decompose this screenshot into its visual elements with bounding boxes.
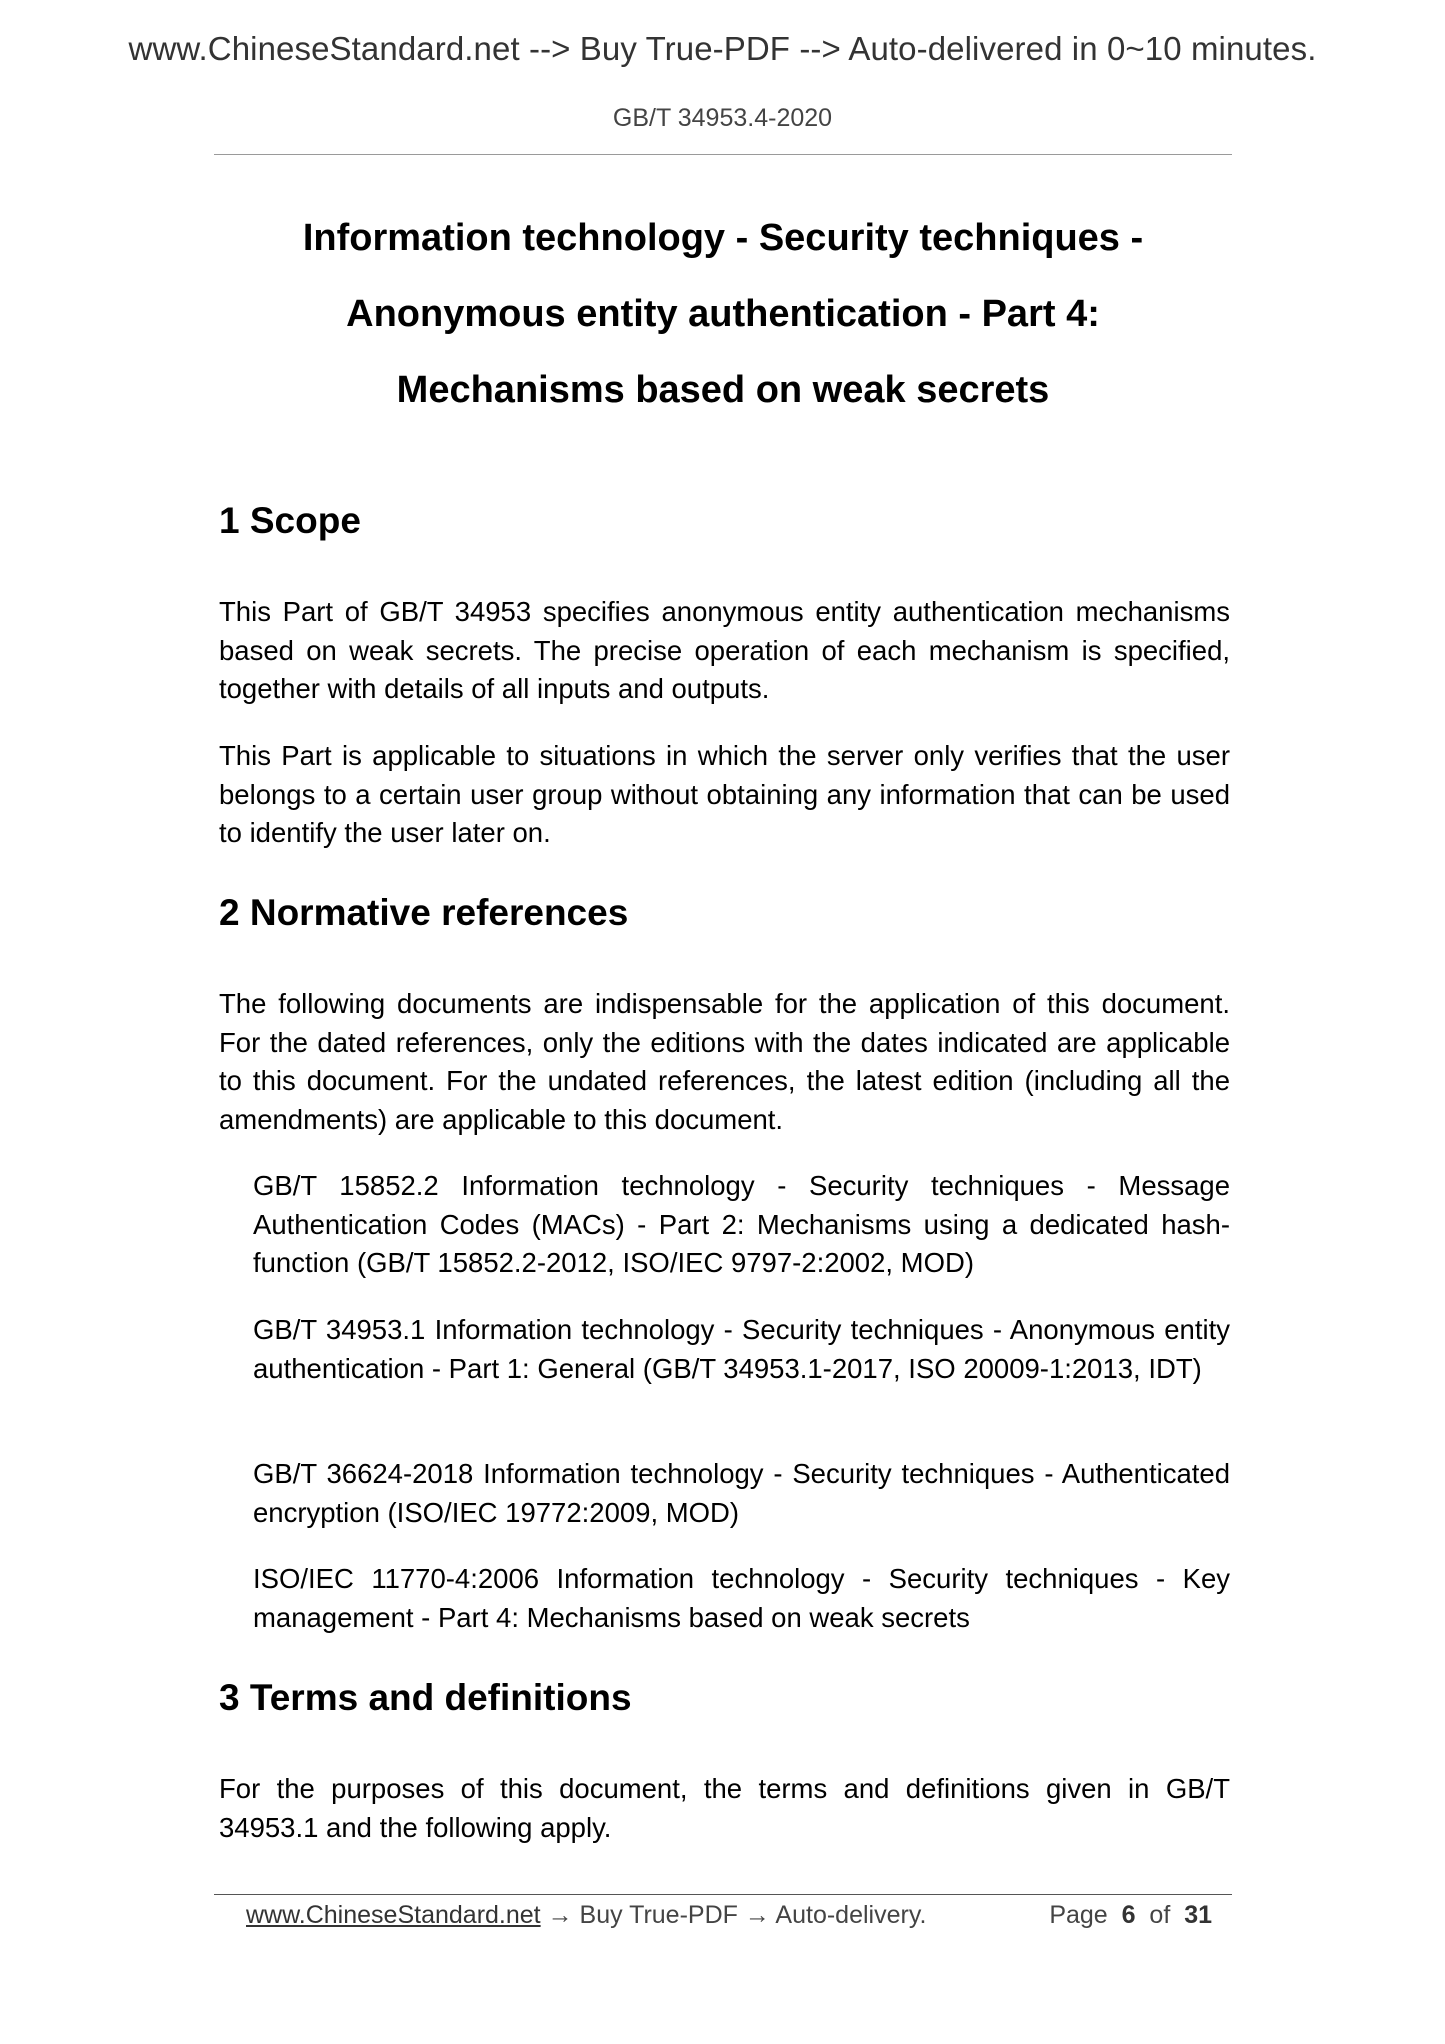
section-heading-terms-definitions: 3 Terms and definitions	[219, 1677, 632, 1718]
reference-item: GB/T 15852.2 Information technology - Security techniques - Message Authentication Codes (MACs) - Part 2: Mechanisms using a dedicated hash-function (GB/T 15852.2-2012, ISO/IEC 9797-2:2002, MOD)	[253, 1170, 1230, 1278]
footer-arrow-2: →	[737, 1901, 776, 1929]
normative-intro-paragraph: The following documents are indispensable for the application of this document. For the dated references, only the editions with the dates indicated are applicable to this document. For the undated references, the latest edition (including all the amendments) are applicable to this document.	[219, 988, 1230, 1135]
footer-buy-text: Buy True-PDF	[579, 1901, 738, 1929]
header-divider	[214, 154, 1232, 155]
page-current: 6	[1121, 1901, 1136, 1929]
section-heading-normative-references: 2 Normative references	[219, 892, 629, 933]
footer-auto-text: Auto-delivery.	[775, 1901, 927, 1929]
scope-paragraph-2: This Part is applicable to situations in which the server only verifies that the user belongs to a certain user group without obtaining any information that can be used to identify the user later on.	[219, 740, 1230, 848]
footer-divider	[214, 1894, 1232, 1895]
reference-item: GB/T 36624-2018 Information technology - Security techniques - Authenticated encryption (ISO/IEC 19772:2009, MOD)	[253, 1458, 1230, 1528]
section-heading-scope: 1 Scope	[219, 500, 361, 541]
title-line-3: Mechanisms based on weak secrets	[396, 369, 1050, 411]
document-number: GB/T 34953.4-2020	[612, 104, 833, 132]
reference-item: GB/T 34953.1 Information technology - Security techniques - Anonymous entity authentication - Part 1: General (GB/T 34953.1-2017, ISO 20009-1:2013, IDT)	[253, 1314, 1230, 1384]
reference-item: ISO/IEC 11770-4:2006 Information technology - Security techniques - Key management - Part 4: Mechanisms based on weak secrets	[253, 1563, 1230, 1633]
page-total: 31	[1184, 1901, 1212, 1929]
of-label: of	[1149, 1901, 1171, 1929]
page-footer	[246, 1898, 1212, 1932]
page-indicator	[1049, 1898, 1212, 1932]
scope-paragraph-1: This Part of GB/T 34953 specifies anonymous entity authentication mechanisms based on weak secrets. The precise operation of each mechanism is specified, together with details of all inputs and outputs.	[219, 596, 1230, 704]
title-line-2: Anonymous entity authentication - Part 4:	[346, 293, 1100, 335]
title-line-1: Information technology - Security techniques -	[302, 217, 1144, 259]
site-banner: www.ChineseStandard.net --> Buy True-PDF --> Auto-delivered in 0~10 minutes.	[128, 30, 1317, 67]
page-label: Page	[1049, 1901, 1108, 1929]
footer-arrow-1: →	[540, 1901, 580, 1929]
terms-paragraph-1: For the purposes of this document, the terms and definitions given in GB/T 34953.1 and the following apply.	[219, 1773, 1230, 1843]
footer-site-link[interactable]: www.ChineseStandard.net	[246, 1901, 541, 1929]
